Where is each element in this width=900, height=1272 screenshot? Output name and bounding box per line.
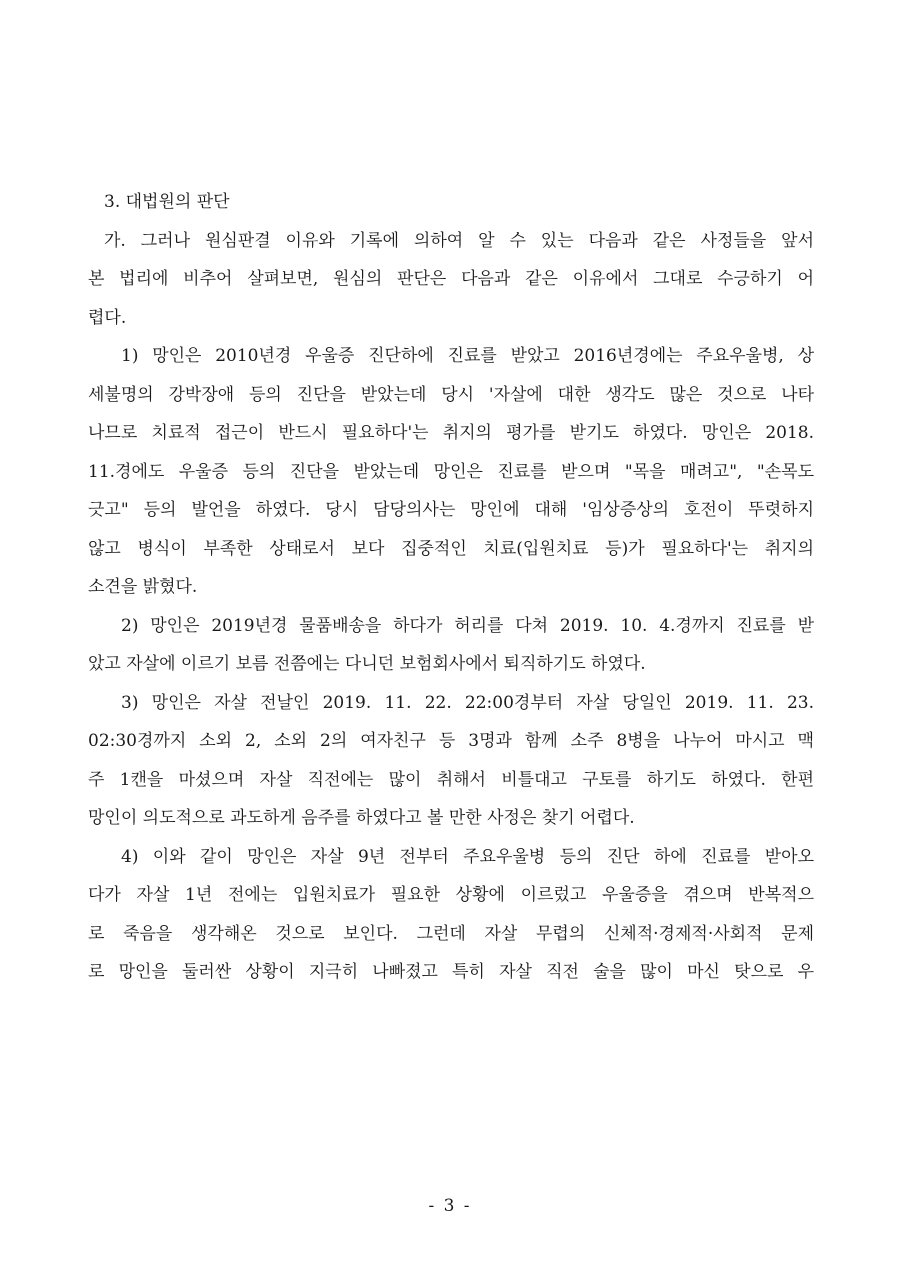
paragraph-line: 다가 자살 1년 전에는 입원치료가 필요한 상황에 이르렀고 우울증을 겪으며 반복적으	[88, 885, 814, 905]
paragraph-line: 3) 망인은 자살 전날인 2019. 11. 22. 22:00경부터 자살 당일인 2019. 11. 23.	[121, 692, 814, 713]
paragraph-line: 망인이 의도적으로 과도하게 음주를 하였다고 볼 만한 사정은 찾기 어렵다.	[88, 808, 635, 828]
paragraph-line: 본 법리에 비추어 살펴보면, 원심의 판단은 다음과 같은 이유에서 그대로 수긍하기 어	[88, 269, 814, 289]
paragraph-line: 02:30경까지 소외 2, 소외 2의 여자친구 등 3명과 함께 소주 8병을 나누어 마시고 맥	[88, 731, 814, 751]
paragraph-line: 렵다.	[88, 307, 127, 328]
paragraph-line: 않고 병식이 부족한 상태로서 보다 집중적인 치료(입원치료 등)가 필요하다'는 취지의	[88, 538, 814, 559]
paragraph-line: 나므로 치료적 접근이 반드시 필요하다'는 취지의 평가를 받기도 하였다. 망인은 2018.	[88, 423, 814, 443]
paragraph-line: 로 망인을 둘러싼 상황이 지극히 나빠졌고 특히 자살 직전 술을 많이 마신 탓으로 우	[88, 962, 814, 982]
paragraph-line: 11.경에도 우울증 등의 진단을 받았는데 망인은 진료를 받으며 "목을 매려고", "손목도	[88, 461, 814, 482]
paragraph-line: 소견을 밝혔다.	[88, 577, 198, 597]
paragraph-line: 4) 이와 같이 망인은 자살 9년 전부터 주요우울병 등의 진단 하에 진료를 받아오	[121, 846, 814, 867]
paragraph-line: 로 죽음을 생각해온 것으로 보인다. 그런데 자살 무렵의 신체적·경제적·사회적 문제	[88, 923, 814, 944]
paragraph-line: 주 1캔을 마셨으며 자살 직전에는 많이 취해서 비틀대고 구토를 하기도 하였다. 한편	[88, 769, 814, 790]
section-heading: 3. 대법원의 판단	[104, 192, 230, 212]
paragraph-line: 가. 그러나 원심판결 이유와 기록에 의하여 알 수 있는 다음과 같은 사정들을 앞서	[104, 230, 814, 251]
document-body	[88, 183, 814, 992]
paragraph-line: 1) 망인은 2010년경 우울증 진단하에 진료를 받았고 2016년경에는 주요우울병, 상	[121, 346, 814, 366]
paragraph-line: 긋고" 등의 발언을 하였다. 당시 담당의사는 망인에 대해 '임상증상의 호전이 뚜렷하지	[88, 500, 814, 520]
paragraph-line: 았고 자살에 이르기 보름 전쯤에는 다니던 보험회사에서 퇴직하기도 하였다.	[88, 654, 646, 674]
page-number: - 3 -	[428, 1196, 472, 1216]
paragraph-line: 세불명의 강박장애 등의 진단을 받았는데 당시 '자살에 대한 생각도 많은 것으로 나타	[88, 384, 814, 405]
paragraph-line: 2) 망인은 2019년경 물품배송을 하다가 허리를 다쳐 2019. 10. 4.경까지 진료를 받	[121, 615, 814, 636]
